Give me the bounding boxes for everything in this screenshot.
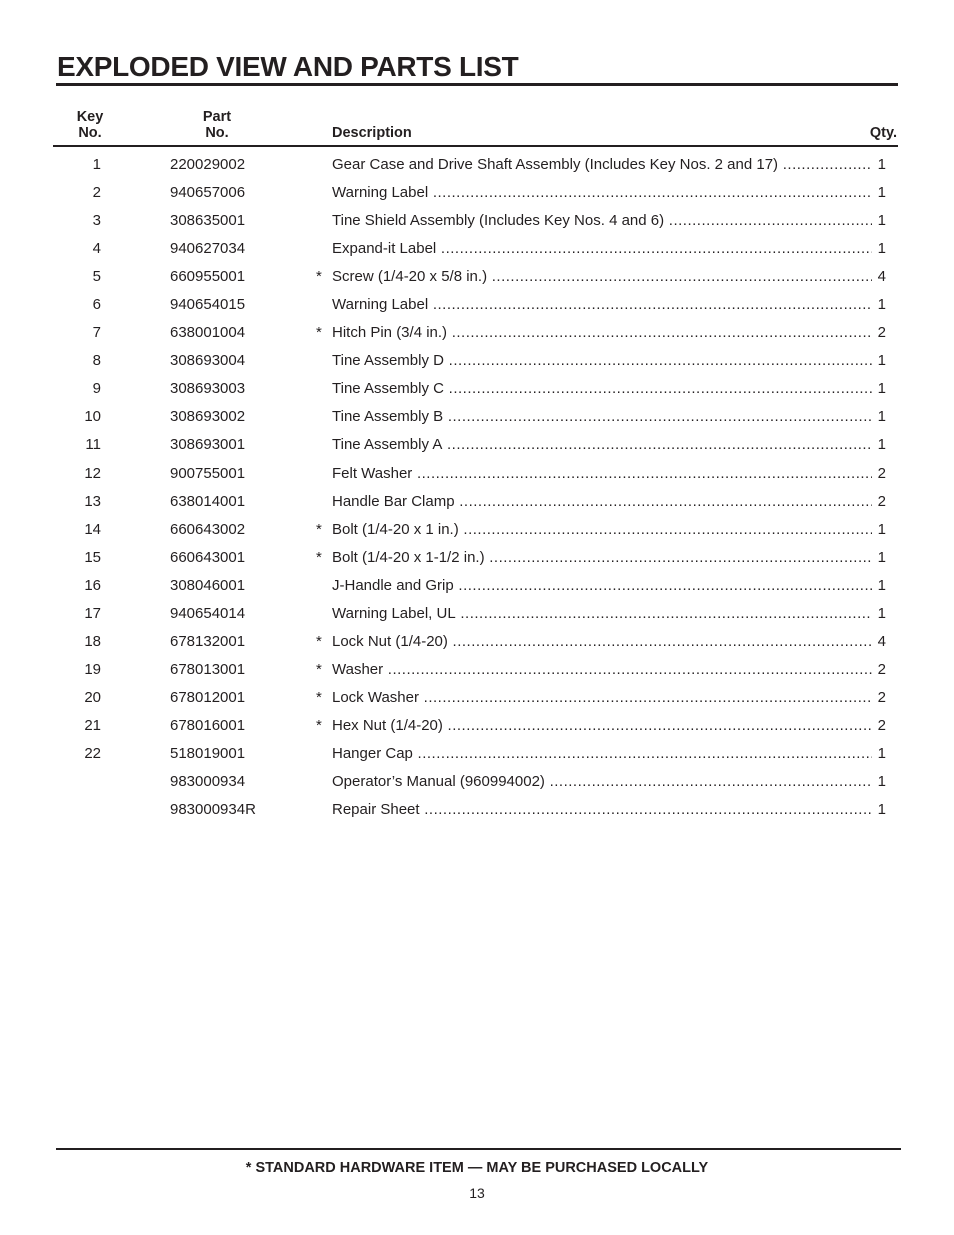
part-description: Hanger Cap ..... <box>332 740 872 768</box>
table-row <box>0 516 954 544</box>
table-row <box>0 684 954 712</box>
key-number: 5 <box>92 268 101 286</box>
table-row <box>0 179 954 207</box>
part-number: 308635001 <box>170 212 246 230</box>
part-description: Operator’s Manual (960994002) ..... <box>332 768 872 796</box>
part-number: 660643002 <box>170 520 246 538</box>
part-description: Warning Label ..... <box>332 291 872 319</box>
key-number: 18 <box>84 632 101 650</box>
part-quantity: 1 <box>877 408 886 426</box>
column-header-description: Description <box>332 125 412 141</box>
part-number: 308693003 <box>170 380 246 398</box>
part-number: 678016001 <box>170 716 246 734</box>
table-row <box>0 488 954 516</box>
table-row <box>0 544 954 572</box>
part-description: Screw (1/4-20 x 5/8 in.) ..... <box>332 263 872 291</box>
key-number: 9 <box>92 380 101 398</box>
table-row <box>0 291 954 319</box>
title-rule <box>56 83 898 86</box>
part-quantity: 2 <box>877 660 886 678</box>
parts-table <box>0 151 954 824</box>
key-number: 20 <box>84 688 101 706</box>
key-number: 17 <box>84 604 101 622</box>
hardware-marker: * <box>316 716 322 734</box>
hardware-marker: * <box>316 632 322 650</box>
column-header-key-line1: Key <box>76 109 104 125</box>
part-number: 940627034 <box>170 240 246 258</box>
key-number: 6 <box>92 296 101 314</box>
table-row <box>0 403 954 431</box>
part-description: Gear Case and Drive Shaft Assembly (Includes Key Nos. 2 and 17) ..... <box>332 151 872 179</box>
part-number: 940657006 <box>170 184 246 202</box>
key-number: 16 <box>84 576 101 594</box>
table-row <box>0 656 954 684</box>
part-description: Tine Assembly D ..... <box>332 347 872 375</box>
part-number: 638001004 <box>170 324 246 342</box>
part-number: 983000934R <box>170 801 256 819</box>
part-number: 678132001 <box>170 632 246 650</box>
table-row <box>0 347 954 375</box>
table-row <box>0 460 954 488</box>
table-row <box>0 235 954 263</box>
part-quantity: 1 <box>877 212 886 230</box>
part-description: Lock Nut (1/4-20) ..... <box>332 628 872 656</box>
part-quantity: 1 <box>877 352 886 370</box>
key-number: 13 <box>84 492 101 510</box>
header-rule <box>53 145 898 147</box>
part-number: 900755001 <box>170 464 246 482</box>
part-description: Hex Nut (1/4-20) ..... <box>332 712 872 740</box>
key-number: 22 <box>84 744 101 762</box>
part-description: Tine Assembly C ..... <box>332 375 872 403</box>
part-description: Tine Assembly B ..... <box>332 403 872 431</box>
column-header-part-line1: Part <box>202 109 232 125</box>
table-row <box>0 600 954 628</box>
part-quantity: 1 <box>877 576 886 594</box>
part-quantity: 1 <box>877 744 886 762</box>
part-quantity: 1 <box>877 436 886 454</box>
table-row <box>0 628 954 656</box>
part-description: J-Handle and Grip ..... <box>332 572 872 600</box>
part-description: Washer ..... <box>332 656 872 684</box>
part-number: 660643001 <box>170 548 246 566</box>
part-quantity: 1 <box>877 156 886 173</box>
part-quantity: 4 <box>877 268 886 286</box>
part-number: 660955001 <box>170 268 246 286</box>
part-quantity: 1 <box>877 604 886 622</box>
table-row <box>0 712 954 740</box>
hardware-marker: * <box>316 520 322 538</box>
table-row <box>0 796 954 824</box>
part-number: 308046001 <box>170 576 246 594</box>
key-number: 11 <box>85 436 101 454</box>
part-number: 518019001 <box>170 744 246 762</box>
part-quantity: 1 <box>877 240 886 258</box>
key-number: 1 <box>92 156 101 173</box>
part-description: Felt Washer ..... <box>332 460 872 488</box>
part-quantity: 1 <box>877 801 886 819</box>
part-number: 678012001 <box>170 688 246 706</box>
part-description: Warning Label, UL ..... <box>332 600 872 628</box>
part-number: 983000934 <box>170 773 246 791</box>
part-quantity: 1 <box>877 548 886 566</box>
part-quantity: 1 <box>877 296 886 314</box>
column-header-qty: Qty. <box>869 125 897 141</box>
part-description: Tine Assembly A ..... <box>332 431 872 459</box>
part-quantity: 2 <box>877 716 886 734</box>
part-quantity: 1 <box>877 184 886 202</box>
standard-hardware-note: * STANDARD HARDWARE ITEM — MAY BE PURCHASED LOCALLY <box>245 1160 709 1176</box>
table-row <box>0 207 954 235</box>
key-number: 12 <box>84 464 101 482</box>
part-quantity: 4 <box>877 632 886 650</box>
part-number: 308693002 <box>170 408 246 426</box>
key-number: 3 <box>92 212 101 230</box>
part-quantity: 2 <box>877 688 886 706</box>
table-row <box>0 319 954 347</box>
table-row <box>0 740 954 768</box>
part-description: Repair Sheet ..... <box>332 796 872 824</box>
table-row <box>0 151 954 179</box>
part-description: Lock Washer ..... <box>332 684 872 712</box>
part-number: 678013001 <box>170 660 246 678</box>
part-number: 220029002 <box>170 156 246 173</box>
part-description: Bolt (1/4-20 x 1 in.) ..... <box>332 516 872 544</box>
part-quantity: 1 <box>877 773 886 791</box>
part-quantity: 2 <box>877 492 886 510</box>
part-quantity: 1 <box>877 380 886 398</box>
table-row <box>0 572 954 600</box>
column-header-part-line2: No. <box>205 125 229 141</box>
key-number: 19 <box>84 660 101 678</box>
page-number: 13 <box>469 1185 485 1201</box>
table-row <box>0 768 954 796</box>
part-quantity: 2 <box>877 324 886 342</box>
hardware-marker: * <box>316 324 322 342</box>
part-quantity: 1 <box>877 520 886 538</box>
part-number: 638014001 <box>170 492 246 510</box>
key-number: 15 <box>84 548 101 566</box>
hardware-marker: * <box>316 548 322 566</box>
key-number: 21 <box>84 716 101 734</box>
part-number: 308693001 <box>170 436 246 454</box>
key-number: 7 <box>92 324 101 342</box>
footer-rule <box>56 1148 901 1150</box>
part-description: Handle Bar Clamp ..... <box>332 488 872 516</box>
table-row <box>0 375 954 403</box>
page-title: EXPLODED VIEW AND PARTS LIST <box>57 51 519 82</box>
part-description: Hitch Pin (3/4 in.) ..... <box>332 319 872 347</box>
column-header-key-line2: No. <box>78 125 102 141</box>
hardware-marker: * <box>316 268 322 286</box>
table-row <box>0 431 954 459</box>
part-number: 940654015 <box>170 296 246 314</box>
part-description: Tine Shield Assembly (Includes Key Nos. 4 and 6) ..... <box>332 207 872 235</box>
table-row <box>0 263 954 291</box>
hardware-marker: * <box>316 688 322 706</box>
part-description: Expand-it Label ..... <box>332 235 872 263</box>
key-number: 14 <box>84 520 101 538</box>
key-number: 10 <box>84 408 101 426</box>
column-header-key-no <box>71 109 109 141</box>
key-number: 2 <box>92 184 101 202</box>
key-number: 4 <box>92 240 101 258</box>
part-description: Warning Label ..... <box>332 179 872 207</box>
part-quantity: 2 <box>877 464 886 482</box>
part-number: 940654014 <box>170 604 246 622</box>
part-description: Bolt (1/4-20 x 1-1/2 in.) ..... <box>332 544 872 572</box>
column-header-part-no <box>196 109 238 141</box>
hardware-marker: * <box>316 660 322 678</box>
part-number: 308693004 <box>170 352 246 370</box>
key-number: 8 <box>92 352 101 370</box>
